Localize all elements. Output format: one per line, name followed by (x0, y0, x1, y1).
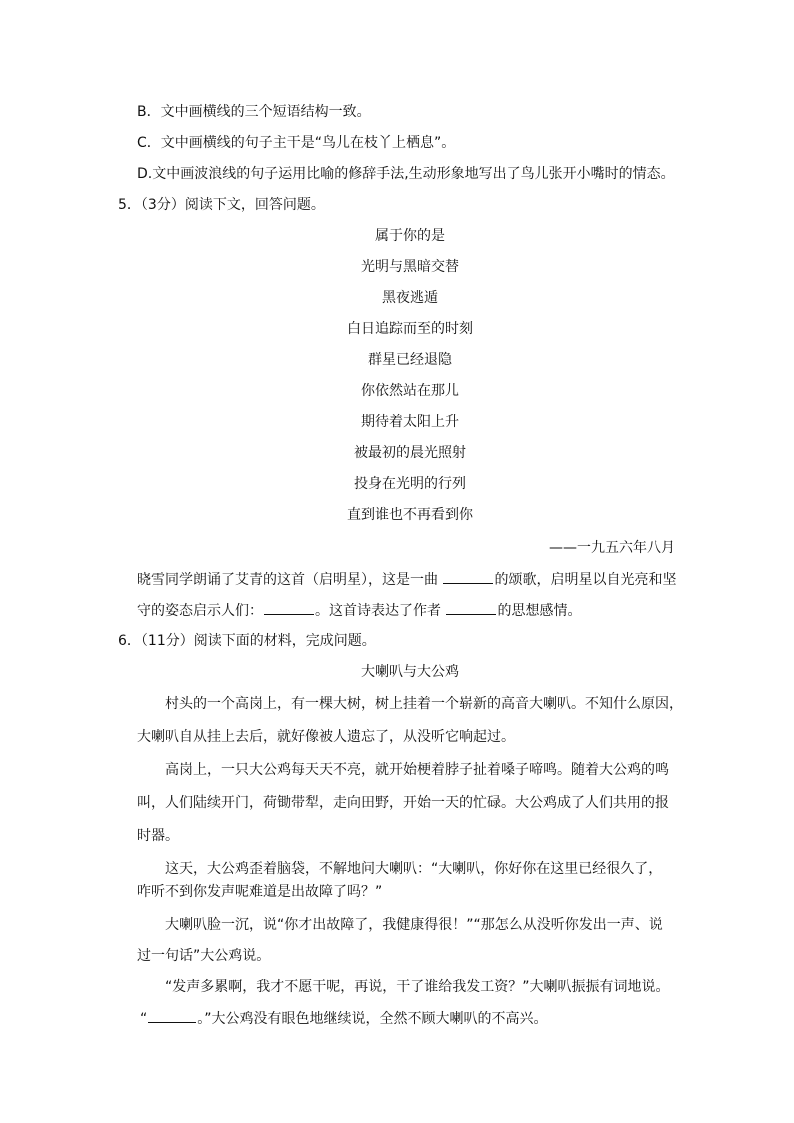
poem-line: 群星已经退隐 (368, 352, 452, 368)
poem-line: 投身在光明的行列 (354, 476, 466, 492)
question-5-text-line1 (137, 569, 676, 590)
question-text: 的思想感情。 (497, 603, 582, 619)
poem-line: 黑夜逃遁 (382, 290, 438, 306)
question-5-header: 5．（3分）阅读下文，回答问题。 (118, 197, 325, 213)
question-text: 的颂歌，启明星以自光亮和坚 (494, 572, 677, 588)
answer-blank-4[interactable] (148, 1008, 196, 1023)
paragraph-line: 过一句话”大公鸡说。 (137, 948, 271, 964)
paragraph-line: 这天，大公鸡歪着脑袋，不解地问大喇叭：“大喇叭，你好你在这里已经很久了， (165, 861, 663, 877)
poem-line: 属于你的是 (375, 228, 445, 244)
question-text: 守的姿态启示人们： (137, 603, 263, 619)
poem-line: 白日追踪而至的时刻 (347, 321, 473, 337)
question-6-header: 6．（11分）阅读下面的材料，完成问题。 (118, 633, 376, 649)
option-d: D.文中画波浪线的句子运用比喻的修辞手法,生动形象地写出了鸟儿张开小嘴时的情态。 (137, 166, 675, 182)
question-text: “ (140, 1011, 148, 1027)
paragraph-line: 时器。 (137, 828, 179, 844)
option-c: C．文中画横线的句子主干是“鸟儿在枝丫上栖息”。 (137, 135, 456, 151)
option-b: B．文中画横线的三个短语结构一致。 (137, 104, 371, 120)
poem-line: 期待着太阳上升 (361, 414, 459, 430)
story-title: 大喇叭与大公鸡 (361, 664, 459, 680)
poem-date: ——一九五六年八月 (549, 540, 675, 556)
paragraph-line: 大喇叭自从挂上去后，就好像被人遗忘了，从没听它响起过。 (137, 729, 515, 745)
paragraph-line: 叫，人们陆续开门，荷锄带犁，走向田野，开始一天的忙碌。大公鸡成了人们共用的报 (137, 795, 669, 811)
paragraph-line: 高岗上，一只大公鸡每天天不亮，就开始梗着脖子扯着嗓子啼鸣。随着大公鸡的鸣 (165, 762, 669, 778)
paragraph-line: 大喇叭脸一沉，说“你才出故障了，我健康得很！”“那怎么从没听你发出一声、说 (165, 917, 663, 933)
poem-line: 你依然站在那儿 (361, 383, 459, 399)
question-text: 晓雪同学朗诵了艾青的这首（启明星），这是一曲 (137, 572, 443, 588)
paragraph-line-with-blank (140, 1008, 548, 1029)
poem-line: 被最初的晨光照射 (354, 445, 466, 461)
poem-line: 直到谁也不再看到你 (347, 507, 473, 523)
question-text: 。这首诗表达了作者 (315, 603, 446, 619)
paragraph-line: 咋听不到你发声呢难道是出故障了吗？” (137, 884, 383, 900)
paragraph-line: “发声多累啊，我才不愿干呢，再说，干了谁给我发工资？”大喇叭振振有词地说。 (165, 979, 670, 995)
answer-blank-2[interactable] (264, 600, 314, 615)
answer-blank-1[interactable] (443, 569, 493, 584)
question-text: 。”大公鸡没有眼色地继续说，全然不顾大喇叭的不高兴。 (197, 1011, 548, 1027)
poem-line: 光明与黑暗交替 (361, 259, 459, 275)
question-5-text-line2 (137, 600, 581, 621)
paragraph-line: 村头的一个高岗上，有一棵大树，树上挂着一个崭新的高音大喇叭。不知什么原因， (165, 696, 683, 712)
answer-blank-3[interactable] (446, 600, 496, 615)
